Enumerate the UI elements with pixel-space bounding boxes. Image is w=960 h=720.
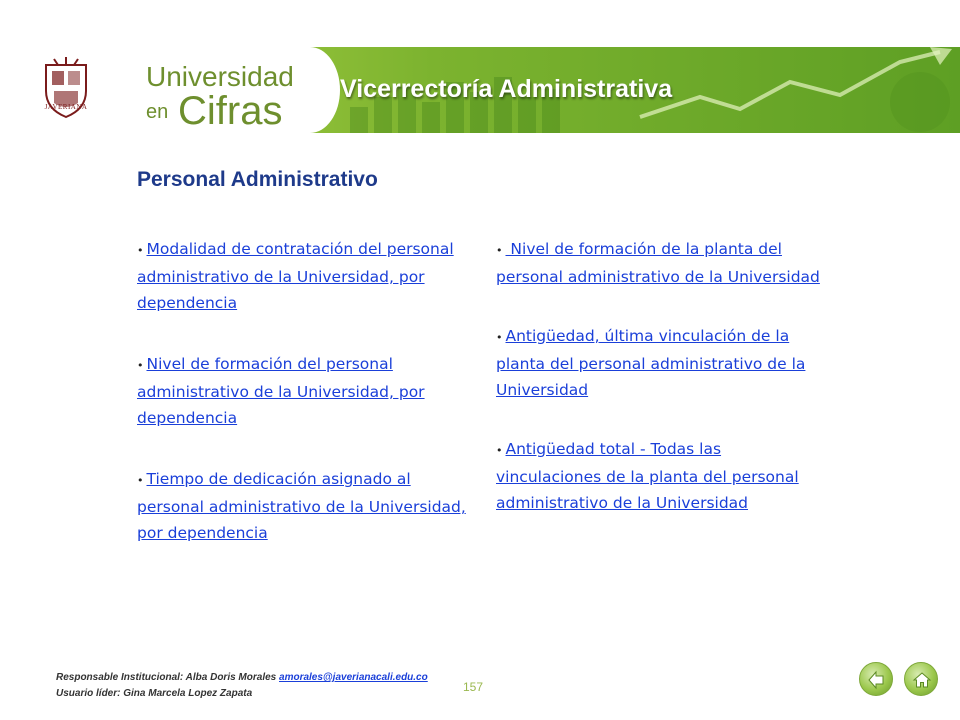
left-link-list [137, 236, 467, 581]
link-nivel-formacion-dependencia[interactable]: Nivel de formación del personal administrativo de la Universidad, por dependencia [137, 355, 425, 427]
bullet-icon: • [137, 359, 144, 372]
list-item [496, 236, 826, 290]
link-antiguedad-total[interactable]: Antigüedad total - Todas las vinculaciones de la planta del personal administrativo de la Universidad [496, 440, 799, 512]
responsable-label: Responsable Institucional: Alba Doris Morales [56, 672, 277, 683]
back-button[interactable] [859, 662, 893, 696]
banner-title: Vicerrectoría Administrativa [340, 75, 673, 103]
brand-universidad: Universidad [146, 61, 294, 92]
list-item [137, 351, 467, 431]
link-antiguedad-ultima[interactable]: Antigüedad, última vinculación de la planta del personal administrativo de la Universidad [496, 327, 806, 399]
link-nivel-formacion-planta[interactable]: Nivel de formación de la planta del personal administrativo de la Universidad [496, 240, 820, 286]
footer-credits [56, 670, 428, 702]
crest-caption: JAVERIANA [44, 103, 88, 111]
page-number: 157 [463, 680, 484, 694]
section-title: Personal Administrativo [137, 168, 378, 191]
list-item [496, 323, 826, 403]
bullet-icon: • [496, 444, 503, 457]
link-modalidad-contratacion[interactable]: Modalidad de contratación del personal administrativo de la Universidad, por dependencia [137, 240, 454, 312]
usuario-lider: Usuario líder: Gina Marcela Lopez Zapata [56, 688, 253, 699]
footer-responsable [56, 670, 428, 686]
list-item [496, 436, 826, 516]
university-crest-icon [40, 57, 92, 121]
bullet-icon: • [137, 474, 144, 487]
bullet-icon: • [496, 244, 503, 257]
bullet-icon: • [137, 244, 144, 257]
home-icon [912, 670, 932, 690]
list-item [137, 466, 467, 546]
header-banner [0, 47, 960, 133]
home-button[interactable] [904, 662, 938, 696]
responsable-email-link[interactable]: amorales@javerianacali.edu.co [279, 672, 428, 683]
brand-en: en [146, 101, 169, 123]
back-arrow-icon [867, 670, 887, 690]
list-item [137, 236, 467, 316]
link-tiempo-dedicacion[interactable]: Tiempo de dedicación asignado al personal administrativo de la Universidad, por dependencia [137, 470, 466, 542]
brand-cifras: Cifras [178, 89, 283, 133]
bullet-icon: • [496, 331, 503, 344]
right-link-list [496, 236, 826, 549]
